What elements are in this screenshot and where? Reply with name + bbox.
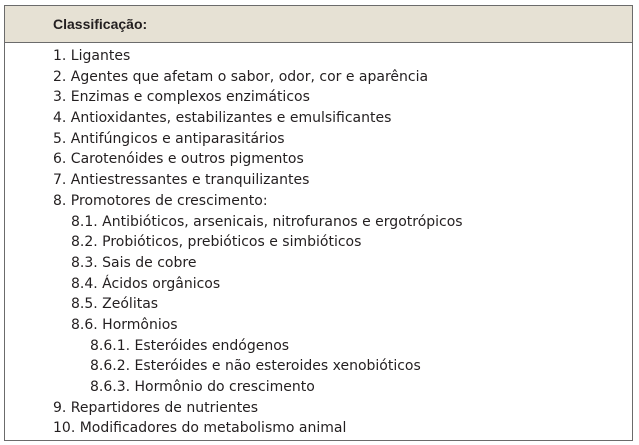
sub-sub-list-item: 8.6.1. Esteróides endógenos xyxy=(90,337,290,354)
list-item: 9. Repartidores de nutrientes xyxy=(53,399,259,416)
list-item: 6. Carotenóides e outros pigmentos xyxy=(53,151,304,168)
list-item: 5. Antifúngicos e antiparasitários xyxy=(53,130,285,147)
classification-table xyxy=(4,5,633,441)
sub-sub-list-item: 8.6.2. Esteróides e não esteroides xenobióticos xyxy=(90,358,421,375)
sub-list-item: 8.2. Probióticos, prebióticos e simbióticos xyxy=(71,234,362,251)
sub-list-item: 8.4. Ácidos orgânicos xyxy=(71,275,221,292)
list-item: 3. Enzimas e complexos enzimáticos xyxy=(53,89,310,106)
table-title: Classificação: xyxy=(53,16,148,32)
sub-list-item: 8.3. Sais de cobre xyxy=(71,254,197,271)
table-header xyxy=(5,6,632,43)
list-item: 7. Antiestressantes e tranquilizantes xyxy=(53,172,310,189)
list-item: 2. Agentes que afetam o sabor, odor, cor e aparência xyxy=(53,68,429,85)
sub-list-item: 8.1. Antibióticos, arsenicais, nitrofuranos e ergotrópicos xyxy=(71,213,463,230)
list-item: 4. Antioxidantes, estabilizantes e emulsificantes xyxy=(53,110,392,127)
sub-list-item: 8.5. Zeólitas xyxy=(71,296,159,313)
sub-list-item: 8.6. Hormônios xyxy=(71,316,178,333)
list-item: 1. Ligantes xyxy=(53,48,131,64)
list-item: 10. Modificadores do metabolismo animal xyxy=(53,420,347,437)
classification-list xyxy=(5,46,632,439)
list-item: 8. Promotores de crescimento: xyxy=(53,192,268,209)
sub-sub-list-item: 8.6.3. Hormônio do crescimento xyxy=(90,379,315,395)
